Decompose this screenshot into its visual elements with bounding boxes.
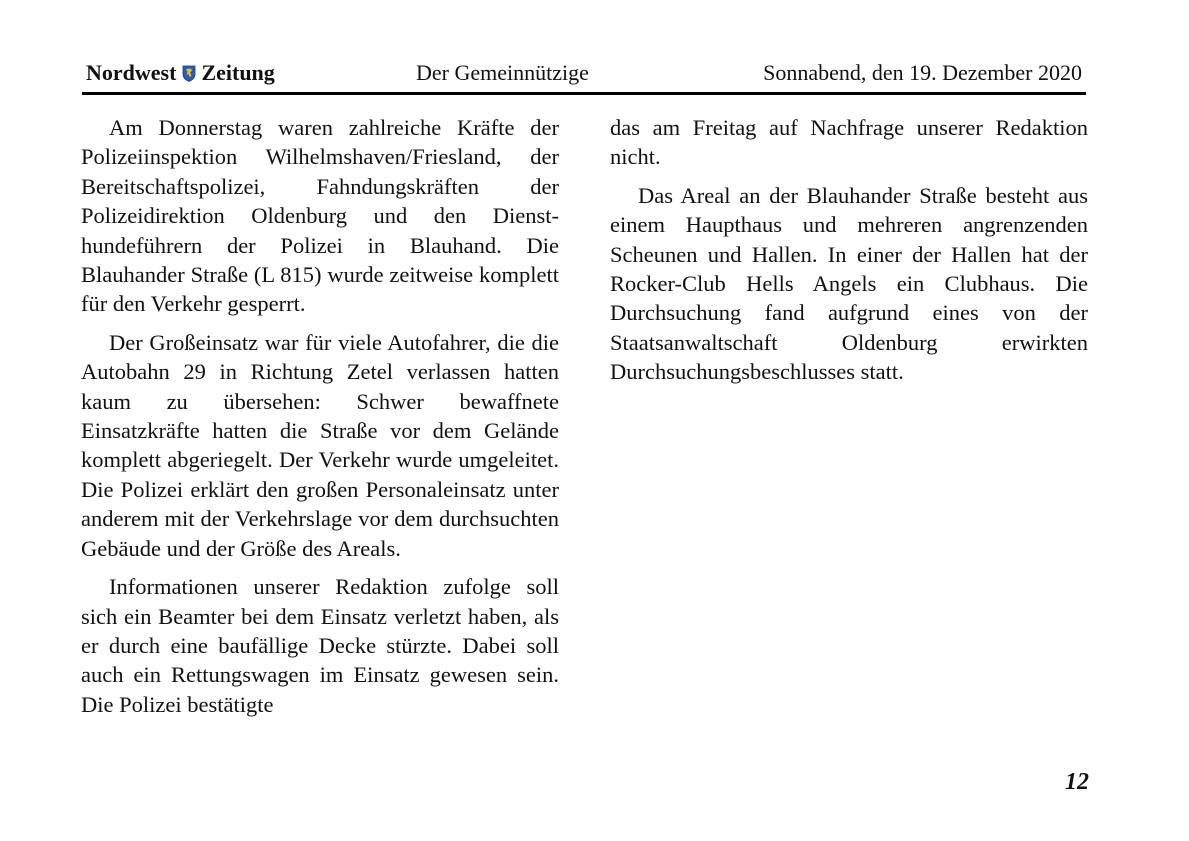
newspaper-brand bbox=[86, 60, 275, 86]
paragraph: Informationen unserer Redaktion zufolge soll sich ein Beamter bei dem Einsatz verletzt haben, als er durch eine baufällige Decke stürzte. Dabei soll auch ein Rettungswagen im Einsatz gewesen sein. Die Polizei bestätigte bbox=[81, 574, 559, 717]
coat-of-arms-icon bbox=[182, 65, 196, 82]
paragraph-continued: das am Freitag auf Nachfrage unserer Redaktion nicht. bbox=[610, 115, 1088, 170]
paragraph: Am Donnerstag waren zahlreiche Kräfte der Polizeiinspektion Wilhelmshaven/Friesland, der Bereitschaftspolizei, Fahndungskräften der Polizeidirektion Oldenburg und den Diensthundeführern der Polizei in Blauhand. Die Blauhander Straße (L 815) wurde zeitweise komplett für den Verkehr gesperrt. bbox=[81, 115, 559, 317]
paragraph: Das Areal an der Blauhander Straße besteht aus einem Haupthaus und mehreren angrenzenden Scheunen und Hallen. In einer der Hallen hat der Rocker-Club Hells Angels ein Clubhaus. Die Durchsuchung fand aufgrund eines von der Staatsanwaltschaft Oldenburg erwirkten Durchsuchungsbeschlusses statt. bbox=[610, 182, 1088, 385]
page-number: 12 bbox=[1065, 769, 1089, 795]
brand-name-first: Nordwest bbox=[86, 60, 177, 85]
article-column-left bbox=[81, 113, 559, 728]
section-title: Der Gemeinnützige bbox=[416, 60, 589, 85]
brand-name-second: Zeitung bbox=[201, 60, 275, 85]
issue-date: Sonnabend, den 19. Dezember 2020 bbox=[763, 60, 1082, 85]
masthead bbox=[82, 56, 1086, 95]
paragraph: Der Großeinsatz war für viele Autofahrer, die die Autobahn 29 in Richtung Zetel verlassen hatten kaum zu übersehen: Schwer bewaffnete Einsatzkräfte hatten die Straße vor dem Gelände komplett abgeriegelt. Der Verkehr wurde umgeleitet. Die Polizei erklärt den großen Personaleinsatz unter anderem mit der Verkehrslage vor dem durchsuchten Gebäude und der Größe des Areals. bbox=[81, 329, 559, 561]
article-column-right bbox=[610, 113, 1088, 396]
